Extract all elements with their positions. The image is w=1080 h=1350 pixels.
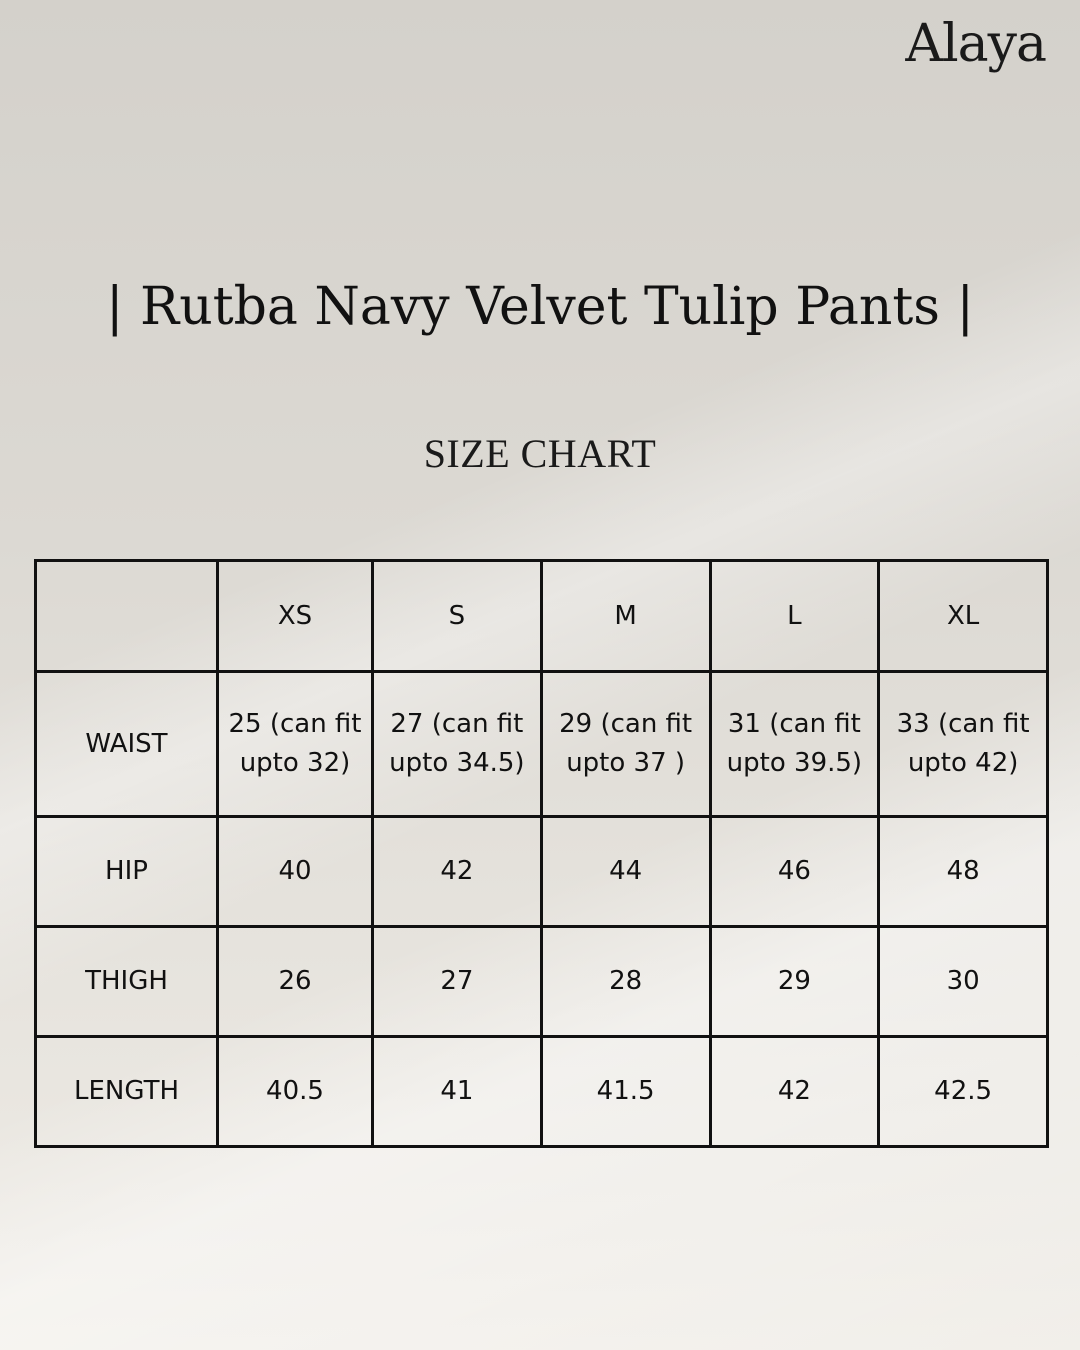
row-label-thigh: THIGH (36, 927, 218, 1037)
length-xs-cell: 40.5 (218, 1037, 373, 1147)
corner-cell (36, 561, 218, 672)
hip-xs-cell: 40 (218, 817, 373, 927)
size-chart-heading: SIZE CHART (423, 431, 657, 476)
size-header-xl: XL (879, 561, 1048, 672)
size-header-m: M (541, 561, 710, 672)
brand-logo: Alaya (905, 14, 1046, 74)
thigh-xl-cell: 30 (879, 927, 1048, 1037)
length-xl-cell: 42.5 (879, 1037, 1048, 1147)
waist-m-cell: 29 (can fit upto 37 ) (541, 672, 710, 817)
thigh-m-cell: 28 (541, 927, 710, 1037)
table-row-waist (36, 672, 1048, 817)
waist-l-cell: 31 (can fit upto 39.5) (710, 672, 879, 817)
waist-s-cell: 27 (can fit upto 34.5) (373, 672, 542, 817)
table-row-length (36, 1037, 1048, 1147)
hip-s-cell: 42 (373, 817, 542, 927)
hip-l-cell: 46 (710, 817, 879, 927)
table-row-hip (36, 817, 1048, 927)
length-s-cell: 41 (373, 1037, 542, 1147)
table-header-row (36, 561, 1048, 672)
length-l-cell: 42 (710, 1037, 879, 1147)
thigh-s-cell: 27 (373, 927, 542, 1037)
table-row-thigh (36, 927, 1048, 1037)
size-chart-table (34, 559, 1049, 1148)
product-title: | Rutba Navy Velvet Tulip Pants | (106, 277, 974, 337)
row-label-hip: HIP (36, 817, 218, 927)
length-m-cell: 41.5 (541, 1037, 710, 1147)
size-header-l: L (710, 561, 879, 672)
thigh-xs-cell: 26 (218, 927, 373, 1037)
thigh-l-cell: 29 (710, 927, 879, 1037)
row-label-waist: WAIST (36, 672, 218, 817)
size-header-s: S (373, 561, 542, 672)
size-header-xs: XS (218, 561, 373, 672)
waist-xs-cell: 25 (can fit upto 32) (218, 672, 373, 817)
hip-m-cell: 44 (541, 817, 710, 927)
waist-xl-cell: 33 (can fit upto 42) (879, 672, 1048, 817)
hip-xl-cell: 48 (879, 817, 1048, 927)
row-label-length: LENGTH (36, 1037, 218, 1147)
